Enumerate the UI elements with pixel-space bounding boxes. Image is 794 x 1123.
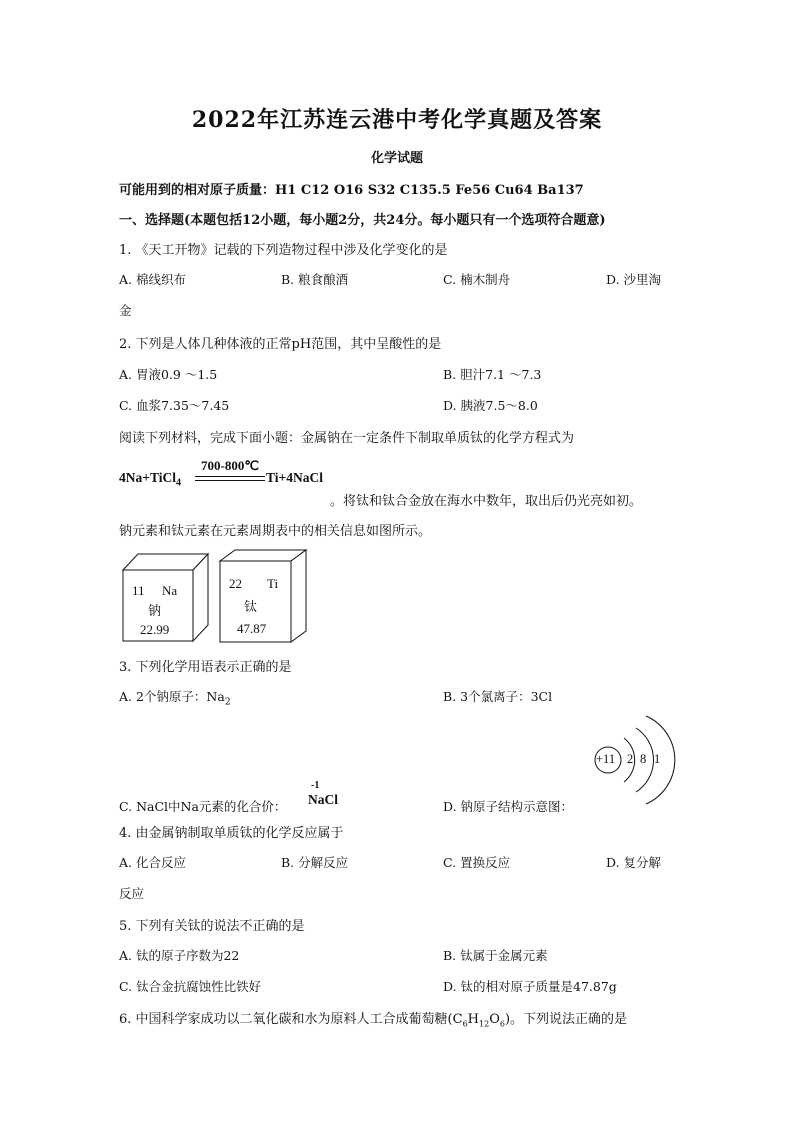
equation-left: [119, 470, 181, 489]
nucleus-charge: +11: [596, 752, 616, 766]
q5-option-c: C. 钛合金抗腐蚀性比铁好: [119, 979, 262, 994]
q6-mid-2: O: [489, 1012, 500, 1027]
equation-arrow-line-top: [195, 476, 265, 477]
q6-mid-1: H: [467, 1012, 479, 1027]
question-5-stem: 5. 下列有关钛的说法不正确的是: [119, 919, 305, 934]
equation-condition: 700-800℃: [201, 458, 259, 473]
na-atomic-mass: 22.99: [140, 622, 170, 637]
page-subtitle: 化学试题: [370, 151, 423, 166]
equation-left-subscript: 4: [175, 477, 181, 489]
reading-intro: 阅读下列材料，完成下面小题：金属钠在一定条件下制取单质钛的化学方程式为: [119, 431, 575, 446]
q6-sub-2: 12: [479, 1019, 490, 1029]
q6-stem-start: 6. 中国科学家成功以二氧化碳和水为原料人工合成葡萄糖(C: [119, 1012, 463, 1027]
q2-option-d: D. 胰液7.5～8.0: [443, 398, 538, 413]
q5-option-d: D. 钛的相对原子质量是47.87g: [443, 979, 617, 994]
q4-option-d-wrap: 反应: [119, 886, 145, 901]
equation-arrow-line-bottom: [195, 480, 265, 481]
q5-option-a: A. 钛的原子序数为22: [119, 948, 240, 963]
q4-option-c: C. 置换反应: [443, 855, 511, 870]
q6-stem-end: )。下列说法正确的是: [504, 1012, 628, 1027]
q5-option-b: B. 钛属于金属元素: [443, 948, 548, 963]
q1-option-b: B. 粮食酿酒: [281, 272, 349, 287]
q1-option-c: C. 楠木制舟: [443, 272, 511, 287]
q3-option-d: D. 钠原子结构示意图：: [443, 799, 574, 814]
page-title: 2022年江苏连云港中考化学真题及答案: [191, 107, 603, 133]
ti-symbol: Ti: [267, 576, 279, 591]
q4-option-b: B. 分解反应: [281, 855, 349, 870]
reading-after-equation: 。将钛和钛合金放在海水中数年，取出后仍光亮如初。: [330, 494, 643, 509]
na-atomic-number: 11: [132, 583, 145, 598]
question-6-stem: [119, 1008, 627, 1029]
q3-option-b: B. 3个氯离子：3Cl: [443, 689, 553, 704]
question-2-stem: 2. 下列是人体几种体液的正常pH范围，其中呈酸性的是: [119, 337, 442, 352]
q3-option-c: C. NaCl中Na元素的化合价：: [119, 799, 287, 814]
q1-option-d: D. 沙里淘: [606, 272, 662, 287]
na-name: 钠: [148, 604, 162, 619]
equation-right: Ti+4NaCl: [266, 470, 323, 485]
q3-option-a-subscript: 2: [224, 697, 231, 708]
na-symbol: Na: [162, 583, 178, 598]
question-4-stem: 4. 由金属钠制取单质钛的化学反应属于: [119, 826, 344, 841]
section-heading: 一、选择题(本题包括12小题，每小题2分，共24分。每小题只有一个选项符合题意): [119, 213, 606, 228]
shell-1-electrons: 2: [627, 752, 634, 766]
ti-atomic-number: 22: [229, 576, 242, 591]
q4-option-d: D. 复分解: [606, 855, 662, 870]
shell-2-electrons: 8: [640, 752, 647, 766]
q2-option-b: B. 胆汁7.1 ～7.3: [443, 367, 542, 382]
q1-option-d-wrap: 金: [119, 303, 132, 318]
ti-atomic-mass: 47.87: [237, 621, 267, 636]
q2-option-a: A. 胃液0.9 ～1.5: [119, 367, 218, 382]
q4-option-a: A. 化合反应: [119, 855, 186, 870]
shell-3-electrons: 1: [654, 752, 661, 766]
q3-option-c-formula: NaCl: [308, 792, 338, 807]
q3-option-a-text: A. 2个钠原子：Na: [119, 689, 225, 704]
reading-line-3: 钠元素和钛元素在元素周期表中的相关信息如图所示。: [119, 524, 432, 539]
q3-option-c-charge: -1: [311, 780, 320, 791]
atomic-masses: 可能用到的相对原子质量：H1 C12 O16 S32 C135.5 Fe56 Cu64 Ba137: [119, 183, 584, 198]
q6-sub-1: 6: [462, 1019, 468, 1029]
q1-option-a: A. 棉线织布: [119, 272, 186, 287]
ti-name: 钛: [244, 600, 258, 615]
question-1-stem: 1. 《天工开物》记载的下列造物过程中涉及化学变化的是: [119, 243, 448, 258]
q2-option-c: C. 血浆7.35～7.45: [119, 398, 230, 413]
equation-left-text: 4Na+TiCl: [119, 470, 176, 485]
q3-option-a: [119, 687, 231, 708]
question-3-stem: 3. 下列化学用语表示正确的是: [119, 660, 292, 675]
q6-sub-3: 6: [499, 1019, 505, 1029]
